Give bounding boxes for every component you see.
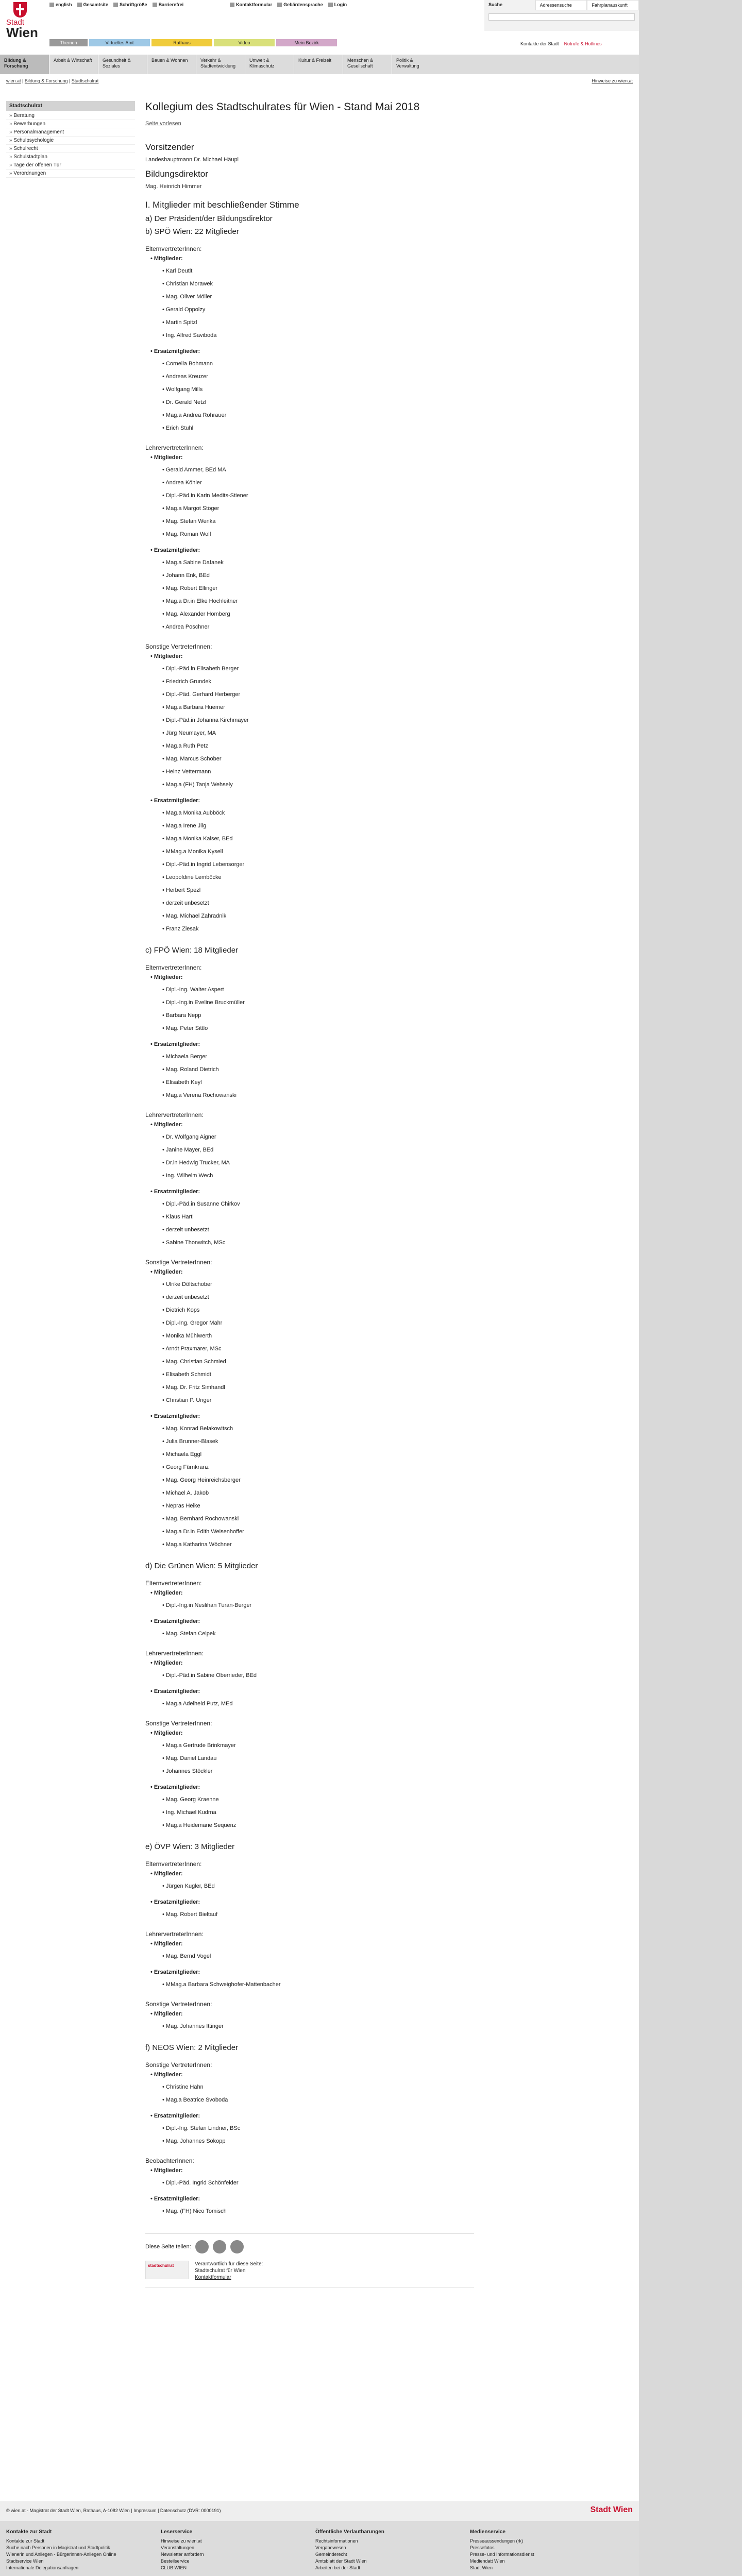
breadcrumb: wien.at | Bildung & Forschung | Stadtschulrat Hinweise zu wien.at xyxy=(6,78,633,83)
name-list xyxy=(162,1131,474,1182)
section-heading: I. Mitglieder mit beschließender Stimme xyxy=(145,200,299,210)
party-heading: e) ÖVP Wien: 3 Mitglieder xyxy=(145,1842,235,1851)
list-item: • Mag.a Heidemarie Sequenz xyxy=(162,1819,474,1832)
mail-share-icon[interactable] xyxy=(195,2240,209,2253)
footer-link[interactable]: Newsletter anfordern xyxy=(161,2552,204,2557)
list-item: • Nepras Heike xyxy=(162,1500,474,1513)
group-heading: Sonstige VertreterInnen: xyxy=(145,643,212,650)
group-heading: LehrervertreterInnen: xyxy=(145,1111,204,1118)
list-item: • Arndt Praxmarer, MSc xyxy=(162,1343,474,1355)
footer-column-title: Leserservice xyxy=(161,2529,193,2535)
footer-link[interactable]: Vergabewesen xyxy=(315,2545,346,2550)
toplink-barrierefrei[interactable]: Barrierefrei xyxy=(153,2,184,7)
director-name: Mag. Heinrich Himmer xyxy=(145,183,202,190)
footer-logo[interactable]: Stadt Wien xyxy=(590,2505,633,2514)
list-item: • Mag. Johannes Sokopp xyxy=(162,2135,474,2148)
list-item: • Mag. Robert Ellinger xyxy=(162,582,474,595)
list-item: • Mag. Georg Kraenne xyxy=(162,1793,474,1806)
footer-link[interactable]: Amtsblatt der Stadt Wien xyxy=(315,2558,367,2564)
list-item: • Barbara Nepp xyxy=(162,1009,474,1022)
nav-item[interactable]: Bauen & Wohnen xyxy=(147,55,196,74)
list-item: • Franz Ziesak xyxy=(162,923,474,936)
sidebar-item[interactable]: » Schulrecht xyxy=(6,145,135,153)
name-list xyxy=(162,807,474,936)
right-background xyxy=(639,0,742,2576)
chair-name: Landeshauptmann Dr. Michael Häupl xyxy=(145,157,239,163)
list-item: • Mag. Johannes Ittinger xyxy=(162,2020,474,2033)
sidebar-item[interactable]: » Verordnungen xyxy=(6,170,135,178)
list-item: • Klaus Hartl xyxy=(162,1211,474,1224)
group-heading: LehrervertreterInnen: xyxy=(145,444,204,451)
sitemap-icon xyxy=(77,3,82,7)
list-label: • Ersatzmitglieder: xyxy=(150,1688,474,1694)
group-heading: ElternvertreterInnen: xyxy=(145,964,202,971)
search-box xyxy=(484,0,639,31)
name-list xyxy=(162,1599,474,1612)
tab-virtuelles-amt[interactable]: Virtuelles Amt xyxy=(89,39,150,46)
footer-link[interactable]: Kontakte zur Stadt xyxy=(6,2538,45,2544)
theme-nav xyxy=(0,55,639,74)
footer-column-title: Öffentliche Verlautbarungen xyxy=(315,2529,384,2535)
list-item: • derzeit unbesetzt xyxy=(162,1224,474,1236)
stadt-wien-logo[interactable] xyxy=(6,2,47,39)
list-item: • Dipl.-Ing. Stefan Lindner, BSc xyxy=(162,2122,474,2135)
list-label: • Mitglieder: xyxy=(150,1269,474,1275)
list-item: • derzeit unbesetzt xyxy=(162,897,474,910)
list-item: • Johann Enk, BEd xyxy=(162,569,474,582)
top-links xyxy=(49,2,347,7)
footer-link[interactable]: Hinweise zu wien.at xyxy=(161,2538,202,2544)
nav-item[interactable]: Menschen & Gesellschaft xyxy=(343,55,392,74)
name-list xyxy=(162,464,474,541)
sidebar-title[interactable]: Stadtschulrat xyxy=(6,101,135,111)
page-title: Kollegium des Stadtschulrates für Wien - Stand Mai 2018 xyxy=(145,101,420,113)
list-item: • Mag.a Andrea Rohrauer xyxy=(162,409,474,422)
list-item: • Leopoldine Lemböcke xyxy=(162,871,474,884)
toplink-english[interactable]: english xyxy=(49,2,72,7)
toplink-schriftgroesse[interactable]: Schriftgröße xyxy=(113,2,147,7)
list-label: • Mitglieder: xyxy=(150,653,474,659)
footer-link[interactable]: Gemeinderecht xyxy=(315,2552,347,2557)
name-list xyxy=(162,1198,474,1249)
list-label: • Mitglieder: xyxy=(150,256,474,262)
list-label: • Mitglieder: xyxy=(150,2011,474,2017)
list-label: • Mitglieder: xyxy=(150,2167,474,2174)
list-item: • Mag.a Gertrude Brinkmayer xyxy=(162,1739,474,1752)
group-heading: Sonstige VertreterInnen: xyxy=(145,1720,212,1727)
sidebar-item[interactable]: » Schulstadtplan xyxy=(6,153,135,161)
tab-rathaus[interactable]: Rathaus xyxy=(151,39,212,46)
list-item: • Christian P. Unger xyxy=(162,1394,474,1407)
name-list xyxy=(162,2081,474,2107)
list-label: • Mitglieder: xyxy=(150,1590,474,1596)
list-item: • Mag. Georg Heinreichsberger xyxy=(162,1474,474,1487)
party-heading: b) SPÖ Wien: 22 Mitglieder xyxy=(145,227,239,236)
search-tab-fahrplan[interactable]: Fahrplanauskunft xyxy=(587,0,639,10)
list-item: • Dr. Gerald Netzl xyxy=(162,396,474,409)
footer-bar xyxy=(0,2501,639,2521)
list-item: • Dipl.-Ing. Gregor Mahr xyxy=(162,1317,474,1330)
list-item: • Mag.a Verena Rochowanski xyxy=(162,1089,474,1102)
list-item: • Dipl.-Päd.in Susanne Chirkov xyxy=(162,1198,474,1211)
name-list xyxy=(162,1950,474,1963)
list-item: • Mag.a Ruth Petz xyxy=(162,740,474,753)
name-list xyxy=(162,265,474,342)
list-item: • Ing. Alfred Saviboda xyxy=(162,329,474,342)
search-tab-adressensuche[interactable]: Adressensuche xyxy=(535,0,587,10)
list-label: • Ersatzmitglieder: xyxy=(150,1618,474,1624)
list-item: • Mag.a Sabine Dafanek xyxy=(162,556,474,569)
sign-language-icon xyxy=(277,3,282,7)
list-item: • Mag. Michael Zahradnik xyxy=(162,910,474,923)
list-label: • Ersatzmitglieder: xyxy=(150,798,474,804)
list-item: • Dipl.-Päd.in Ingrid Lebensorger xyxy=(162,858,474,871)
list-label: • Ersatzmitglieder: xyxy=(150,1784,474,1790)
list-item: • Herbert Spezl xyxy=(162,884,474,897)
header-links xyxy=(520,41,602,46)
list-item: • Andrea Poschner xyxy=(162,621,474,634)
list-item: • Andreas Kreuzer xyxy=(162,370,474,383)
stadtschulrat-logo: stadtschulrat xyxy=(145,2261,189,2279)
list-item: • Mag.a Margot Stöger xyxy=(162,502,474,515)
nav-item[interactable]: Politik & Verwaltung xyxy=(392,55,441,74)
list-item: • MMag.a Barbara Schweighofer-Mattenbacher xyxy=(162,1978,474,1991)
list-item: • Mag. Dr. Fritz Simhandl xyxy=(162,1381,474,1394)
crumb-item[interactable]: wien.at xyxy=(6,78,21,83)
nav-item[interactable]: Umwelt & Klimaschutz xyxy=(245,55,294,74)
tab-video[interactable]: Video xyxy=(214,39,275,46)
list-item: • Dr.in Hedwig Trucker, MA xyxy=(162,1157,474,1170)
name-list xyxy=(162,2205,474,2218)
party-heading: a) Der Präsident/der Bildungsdirektor xyxy=(145,214,273,223)
list-label: • Ersatzmitglieder: xyxy=(150,348,474,354)
share-bar xyxy=(145,2233,474,2253)
list-item: • Monika Mühlwerth xyxy=(162,1330,474,1343)
toplink-login[interactable]: Login xyxy=(328,2,347,7)
list-item: • Mag. Stefan Celpek xyxy=(162,1628,474,1640)
group-heading: LehrervertreterInnen: xyxy=(145,1650,204,1657)
footer-column-title: Kontakte zur Stadt xyxy=(6,2529,52,2535)
crumb-item[interactable]: Bildung & Forschung xyxy=(24,78,68,83)
list-item: • Sabine Thonwitch, MSc xyxy=(162,1236,474,1249)
name-list xyxy=(162,1739,474,1778)
list-item: • Mag.a Irene Jilg xyxy=(162,820,474,833)
list-item: • Michaela Eggl xyxy=(162,1448,474,1461)
list-item: • Dipl.-Päd.in Johanna Kirchmayer xyxy=(162,714,474,727)
tab-mein-bezirk[interactable]: Mein Bezirk xyxy=(276,39,337,46)
list-item: • Ulrike Döltschober xyxy=(162,1278,474,1291)
list-item: • Janine Mayer, BEd xyxy=(162,1144,474,1157)
list-item: • Dipl.-Ing.in Neslihan Turan-Berger xyxy=(162,1599,474,1612)
footer-link[interactable]: Stadt Wien xyxy=(470,2565,493,2570)
list-item: • Mag. Oliver Möller xyxy=(162,291,474,303)
group-heading: ElternvertreterInnen: xyxy=(145,245,202,252)
list-item: • Elisabeth Keyl xyxy=(162,1076,474,1089)
party-heading: c) FPÖ Wien: 18 Mitglieder xyxy=(145,946,239,955)
name-list xyxy=(162,556,474,634)
list-item: • Dipl.-Ing. Walter Aspert xyxy=(162,984,474,996)
list-label: • Mitglieder: xyxy=(150,974,474,980)
list-item: • Mag. Bernhard Rochowanski xyxy=(162,1513,474,1526)
sidebar-list xyxy=(6,112,135,178)
list-item: • Dipl.-Ing.in Eveline Bruckmüller xyxy=(162,996,474,1009)
list-item: • Mag.a Barbara Huemer xyxy=(162,701,474,714)
footer-link[interactable]: Internationale Delegationsanfragen xyxy=(6,2565,79,2570)
footer-link[interactable]: Besteilservice xyxy=(161,2558,190,2564)
read-aloud-link[interactable]: Seite vorlesen xyxy=(145,121,181,127)
list-label: • Mitglieder: xyxy=(150,1871,474,1877)
nav-item[interactable]: Arbeit & Wirtschaft xyxy=(49,55,98,74)
responsible-org: Stadtschulrat für Wien xyxy=(195,2268,246,2274)
name-list xyxy=(162,1908,474,1921)
list-item: • Mag. Robert Bieltauf xyxy=(162,1908,474,1921)
nav-item[interactable]: Kultur & Freizeit xyxy=(294,55,343,74)
list-label: • Ersatzmitglieder: xyxy=(150,1041,474,1047)
name-list xyxy=(162,663,474,791)
list-item: • Mag. Roman Wolf xyxy=(162,528,474,541)
list-label: • Mitglieder: xyxy=(150,454,474,461)
list-item: • Dr. Wolfgang Aigner xyxy=(162,1131,474,1144)
toplink-kontaktformular[interactable]: Kontaktformular xyxy=(230,2,272,7)
footer-link[interactable]: Wienerin und Anliegen - Bürgerinnen-Anliegen Online xyxy=(6,2552,116,2557)
name-list xyxy=(162,1628,474,1640)
list-item: • Mag.a Dr.in Elke Hochleitner xyxy=(162,595,474,608)
list-item: • Jürgen Kugler, BEd xyxy=(162,1880,474,1893)
footer-link[interactable]: Arbeiten bei der Stadt xyxy=(315,2565,361,2570)
list-item: • Mag. Daniel Landau xyxy=(162,1752,474,1765)
responsible-box xyxy=(145,2261,474,2287)
list-item: • Johannes Stöckler xyxy=(162,1765,474,1778)
list-item: • Dipl.-Päd.in Elisabeth Berger xyxy=(162,663,474,675)
list-label: • Ersatzmitglieder: xyxy=(150,1899,474,1905)
list-label: • Mitglieder: xyxy=(150,2072,474,2078)
mail-icon xyxy=(230,3,234,7)
name-list xyxy=(162,1278,474,1407)
list-item: • Mag. Roland Dietrich xyxy=(162,1063,474,1076)
list-item: • derzeit unbesetzt xyxy=(162,1291,474,1304)
toplink-gebaerdensprache[interactable]: Gebärdensprache xyxy=(277,2,323,7)
footer-link[interactable]: CLUB WIEN xyxy=(161,2565,187,2570)
wien-crest-icon xyxy=(13,2,27,18)
list-item: • Karl Deutlt xyxy=(162,265,474,278)
list-item: • Mag.a (FH) Tanja Wehsely xyxy=(162,778,474,791)
list-item: • Elisabeth Schmidt xyxy=(162,1368,474,1381)
sidebar-item[interactable]: » Schulpsychologie xyxy=(6,137,135,145)
list-item: • Julia Brunner-Blasek xyxy=(162,1435,474,1448)
name-list xyxy=(162,1422,474,1551)
list-item: • Michael A. Jakob xyxy=(162,1487,474,1500)
twitter-share-icon[interactable] xyxy=(230,2240,244,2253)
group-heading: ElternvertreterInnen: xyxy=(145,1860,202,1868)
list-item: • Mag. Bernd Vogel xyxy=(162,1950,474,1963)
name-list xyxy=(162,358,474,435)
logo-stadt: Stadt xyxy=(6,18,25,27)
group-heading: BeobachterInnen: xyxy=(145,2157,194,2164)
list-item: • Michaela Berger xyxy=(162,1050,474,1063)
footer-link[interactable]: Veranstaltungen xyxy=(161,2545,195,2550)
name-list xyxy=(162,1050,474,1102)
list-item: • Dipl.-Päd.in Sabine Oberrieder, BEd xyxy=(162,1669,474,1682)
list-item: • Mag. Christian Schmied xyxy=(162,1355,474,1368)
list-item: • Dipl.-Päd. Ingrid Schönfelder xyxy=(162,2177,474,2190)
footer-column xyxy=(161,2529,315,2571)
sidebar-item[interactable]: » Beratung xyxy=(6,112,135,120)
group-heading: LehrervertreterInnen: xyxy=(145,1930,204,1938)
list-label: • Ersatzmitglieder: xyxy=(150,2196,474,2202)
facebook-share-icon[interactable] xyxy=(213,2240,226,2253)
sidebar-item[interactable]: » Bewerbungen xyxy=(6,120,135,128)
font-size-icon xyxy=(113,3,118,7)
responsible-label: Verantwortlich für diese Seite: xyxy=(195,2261,263,2267)
list-label: • Ersatzmitglieder: xyxy=(150,1969,474,1975)
list-item: • Mag. (FH) Nico Tomisch xyxy=(162,2205,474,2218)
logo-wien: Wien xyxy=(6,25,38,40)
footer-link[interactable]: Suche nach Personen in Magistrat und Stadtpolitik xyxy=(6,2545,110,2550)
list-item: • Gerald Ammer, BEd MA xyxy=(162,464,474,477)
group-heading: Sonstige VertreterInnen: xyxy=(145,1259,212,1266)
list-label: • Mitglieder: xyxy=(150,1660,474,1666)
list-item: • MMag.a Monika Kysell xyxy=(162,845,474,858)
list-item: • Andrea Köhler xyxy=(162,477,474,489)
list-item: • Cornelia Bohmann xyxy=(162,358,474,370)
footer xyxy=(0,2521,639,2576)
list-item: • Gerald Oppolzy xyxy=(162,303,474,316)
accessibility-icon xyxy=(153,3,157,7)
name-list xyxy=(162,1880,474,1893)
search-tab-suche[interactable]: Suche xyxy=(484,0,535,10)
list-item: • Dipl.-Päd.in Karin Medits-Stiener xyxy=(162,489,474,502)
party-heading: d) Die Grünen Wien: 5 Mitglieder xyxy=(145,1562,258,1570)
login-icon xyxy=(328,3,333,7)
header xyxy=(0,0,639,55)
footer-link[interactable]: Pressefotos xyxy=(470,2545,495,2550)
share-label: Diese Seite teilen: xyxy=(145,2244,191,2250)
footer-link[interactable]: Rechtsinformationen xyxy=(315,2538,358,2544)
name-list xyxy=(162,1793,474,1832)
name-list xyxy=(162,1698,474,1710)
party-heading: f) NEOS Wien: 2 Mitglieder xyxy=(145,2043,239,2052)
footer-link[interactable]: Stadtservice Wien xyxy=(6,2558,44,2564)
list-item: • Mag.a Katharina Wöchner xyxy=(162,1538,474,1551)
list-label: • Mitglieder: xyxy=(150,1941,474,1947)
name-list xyxy=(162,1978,474,1991)
search-input[interactable] xyxy=(488,13,635,21)
list-item: • Mag. Marcus Schober xyxy=(162,753,474,766)
toplink-gesamtsite[interactable]: Gesamtsite xyxy=(77,2,109,7)
group-heading: ElternvertreterInnen: xyxy=(145,1580,202,1587)
main-tabs xyxy=(49,39,337,46)
list-item: • Mag.a Monika Aubböck xyxy=(162,807,474,820)
nav-item[interactable]: Gesundheit & Soziales xyxy=(98,55,147,74)
footer-link[interactable]: Presse- und Informationsdienst xyxy=(470,2552,534,2557)
list-label: • Ersatzmitglieder: xyxy=(150,547,474,553)
nav-item[interactable]: Bildung & Forschung xyxy=(0,55,49,74)
footer-column-title: Medienservice xyxy=(470,2529,505,2535)
contacts-link[interactable]: Kontakte der Stadt xyxy=(520,41,559,46)
main-content xyxy=(145,101,474,2287)
name-list xyxy=(162,2122,474,2148)
list-item: • Wolfgang Mills xyxy=(162,383,474,396)
footer-link[interactable]: Mediendatt Wien xyxy=(470,2558,505,2564)
list-item: • Georg Fürnkranz xyxy=(162,1461,474,1474)
emergency-link[interactable]: Notrufe & Hotlines xyxy=(564,41,602,46)
list-label: • Mitglieder: xyxy=(150,1122,474,1128)
list-item: • Mag. Alexander Homberg xyxy=(162,608,474,621)
list-item: • Mag.a Adelheid Putz, MEd xyxy=(162,1698,474,1710)
list-item: • Christian Morawek xyxy=(162,278,474,291)
footer-column xyxy=(6,2529,161,2571)
section-heading: Vorsitzender xyxy=(145,142,194,152)
list-label: • Ersatzmitglieder: xyxy=(150,1189,474,1195)
list-item: • Mag.a Monika Kaiser, BEd xyxy=(162,833,474,845)
copyright: © wien.at - Magistrat der Stadt Wien, Rathaus, A-1082 Wien | Impressum | Datenschutz (DVR: 0000191) xyxy=(6,2508,221,2513)
list-item: • Christine Hahn xyxy=(162,2081,474,2094)
contact-form-link[interactable]: Kontaktformular xyxy=(195,2275,231,2280)
list-label: • Mitglieder: xyxy=(150,1730,474,1736)
list-label: • Ersatzmitglieder: xyxy=(150,1413,474,1419)
sidebar-item[interactable]: » Personalmanagement xyxy=(6,128,135,137)
section-heading: Bildungsdirektor xyxy=(145,169,208,179)
list-item: • Mag. Stefan Wenka xyxy=(162,515,474,528)
sidebar-item[interactable]: » Tage der offenen Tür xyxy=(6,161,135,170)
hinweise-link[interactable]: Hinweise zu wien.at xyxy=(592,78,633,83)
list-item: • Mag.a Dr.in Edith Weisenhoffer xyxy=(162,1526,474,1538)
list-item: • Heinz Vettermann xyxy=(162,766,474,778)
footer-link[interactable]: Presseaussendungen (rk) xyxy=(470,2538,524,2544)
list-item: • Ing. Wilhelm Wech xyxy=(162,1170,474,1182)
list-item: • Jürg Neumayer, MA xyxy=(162,727,474,740)
group-heading: Sonstige VertreterInnen: xyxy=(145,2061,212,2069)
group-heading: Sonstige VertreterInnen: xyxy=(145,2001,212,2008)
name-list xyxy=(162,1669,474,1682)
list-item: • Mag. Peter Sittlo xyxy=(162,1022,474,1035)
list-item: • Dipl.-Päd. Gerhard Herberger xyxy=(162,688,474,701)
list-item: • Mag. Konrad Belakowitsch xyxy=(162,1422,474,1435)
nav-item[interactable]: Verkehr & Stadtentwicklung xyxy=(196,55,245,74)
tab-themen[interactable]: Themen xyxy=(49,39,88,46)
list-item: • Erich Stuhl xyxy=(162,422,474,435)
list-label: • Ersatzmitglieder: xyxy=(150,2113,474,2119)
name-list xyxy=(162,2177,474,2190)
list-item: • Dietrich Kops xyxy=(162,1304,474,1317)
list-item: • Ing. Michael Kudrna xyxy=(162,1806,474,1819)
flag-icon xyxy=(49,3,54,7)
footer-column xyxy=(470,2529,625,2571)
footer-column xyxy=(315,2529,470,2571)
list-item: • Martin Spitzl xyxy=(162,316,474,329)
name-list xyxy=(162,984,474,1035)
name-list xyxy=(162,2020,474,2033)
list-item: • Friedrich Grundek xyxy=(162,675,474,688)
crumb-item[interactable]: Stadtschulrat xyxy=(71,78,99,83)
list-item: • Mag.a Beatrice Svoboda xyxy=(162,2094,474,2107)
sidebar xyxy=(6,101,135,178)
